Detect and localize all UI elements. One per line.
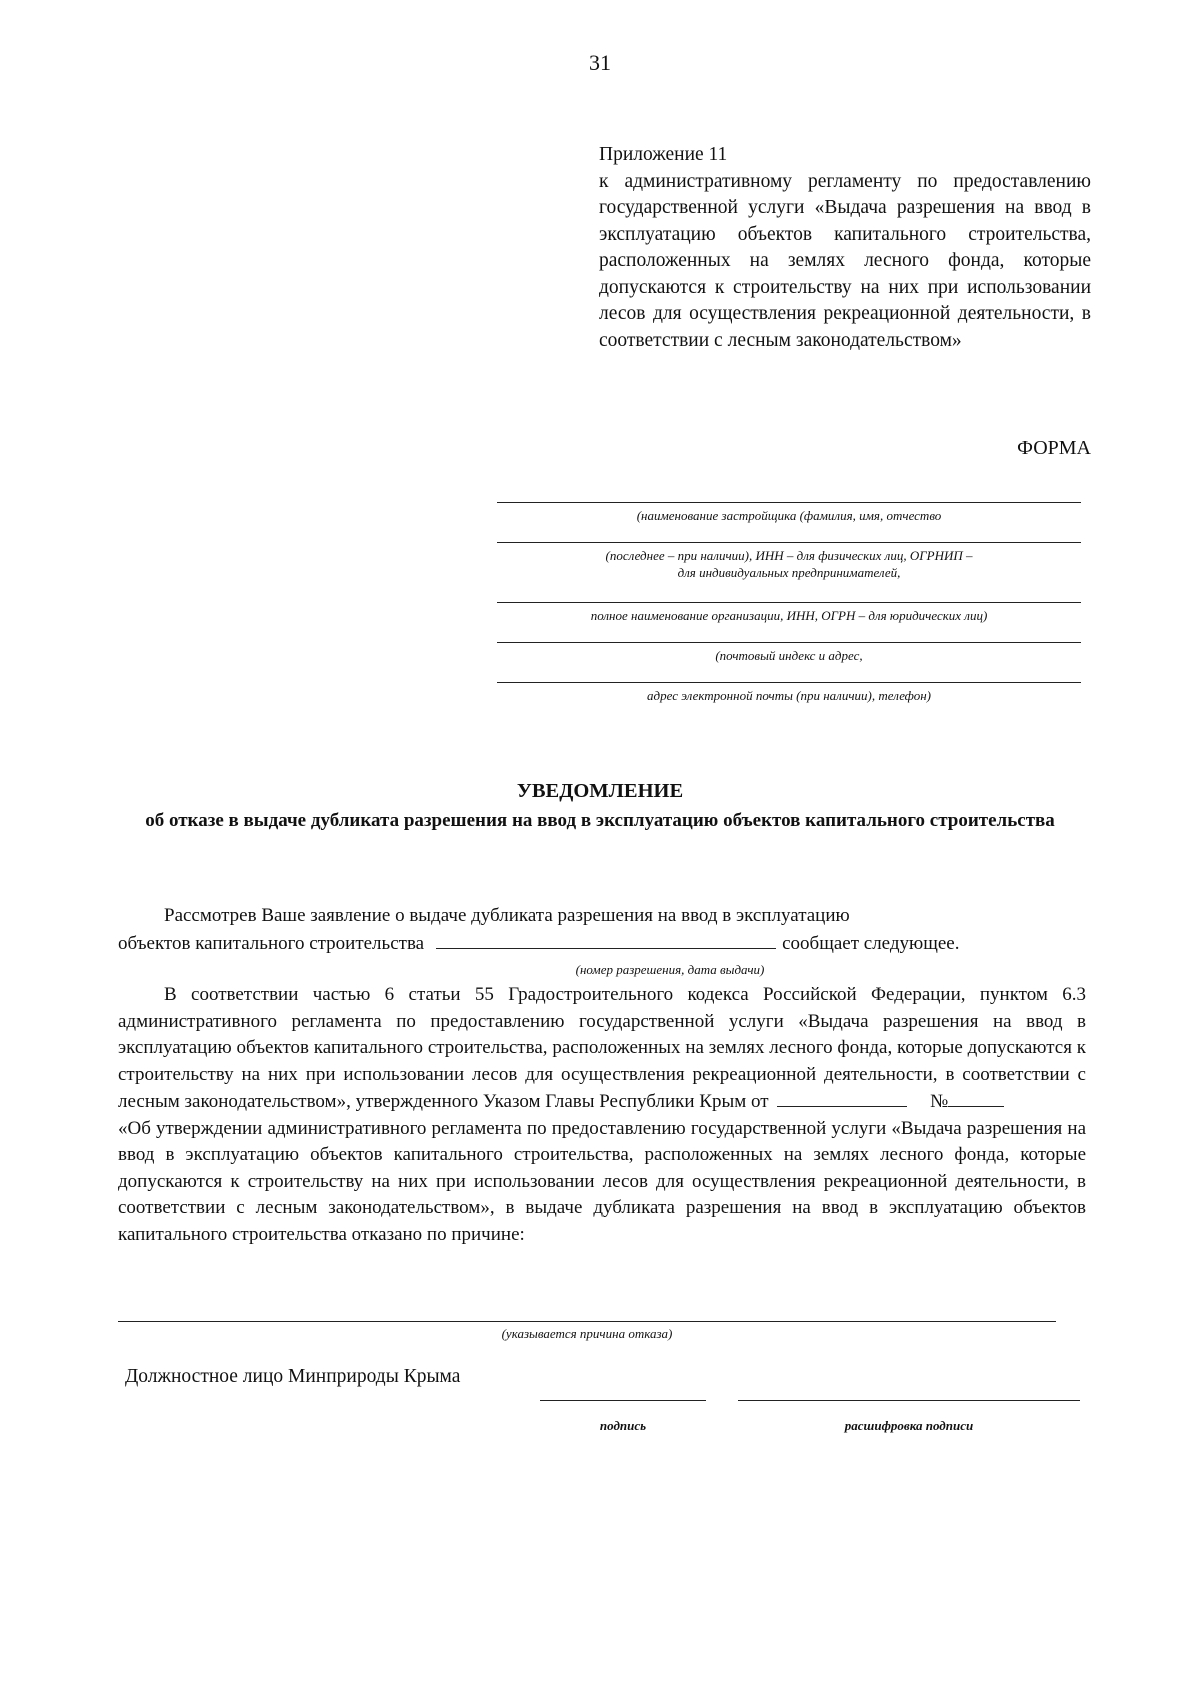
field-caption: адрес электронной почты (при наличии), телефон) <box>647 688 931 703</box>
signature-caption: подпись <box>599 1418 647 1433</box>
fill-line <box>497 502 1081 503</box>
paragraph-2-text-1: В соответствии частью 6 статьи 55 Градостроительного кодекса Российской Федерации, пунктом 6.3 административного регламента по предоставлению государственной услуги «Выдача разрешения на ввод в эксплуатацию объектов капитального строительства, расположенных на землях лесного фонда, которые допускаются к строительству на них при использовании лесов для осуществления рекреационной деятельности, в соответствии с лесным законодательством», утвержденного Указом Главы Республики Крым от <box>118 984 1086 1112</box>
paragraph-1-line-2 <box>118 930 1086 958</box>
fill-line <box>497 602 1081 603</box>
notice-subtitle: об отказе в выдаче дубликата разрешения на ввод в эксплуатацию объектов капитального строительства <box>145 810 1055 831</box>
signature-decode-line <box>738 1400 1080 1401</box>
field-caption: полное наименование организации, ИНН, ОГРН – для юридических лиц) <box>590 608 988 623</box>
official-title: Должностное лицо Минприроды Крыма <box>125 1366 461 1387</box>
field-caption-2: для индивидуальных предпринимателей, <box>677 565 901 580</box>
reason-fill-line <box>118 1321 1056 1322</box>
decree-date-blank <box>777 1088 907 1107</box>
contact-field <box>497 682 1081 704</box>
fill-line <box>497 682 1081 683</box>
paragraph-1 <box>118 903 1086 957</box>
field-caption: (наименование застройщика (фамилия, имя, отчество <box>636 508 942 523</box>
signature-decode-caption: расшифровка подписи <box>844 1418 974 1433</box>
paragraph-1-line-2-end: сообщает следующее. <box>782 932 960 954</box>
appendix-block <box>599 142 1091 354</box>
decree-number-blank <box>948 1088 1004 1107</box>
paragraph-2 <box>118 982 1086 1248</box>
field-caption: (последнее – при наличии), ИНН – для физических лиц, ОГРНИП – <box>605 548 973 563</box>
form-label: ФОРМА <box>1017 437 1091 459</box>
paragraph-1-line-2-start: объектов капитального строительства <box>118 932 425 954</box>
developer-id-field <box>497 542 1081 581</box>
paragraph-2-part-1 <box>118 982 1086 1116</box>
paragraph-2-part-2: «Об утверждении административного регламента по предоставлению государственной услуги «Выдача разрешения на ввод в эксплуатацию объектов капитального строительства, расположенных на землях лесного фонда, которые допускаются к строительству на них при использовании лесов для осуществления рекреационной деятельности, в соответствии с лесным законодательством», в выдаче дубликата разрешения на ввод в эксплуатацию объектов капитального строительства отказано по причине: <box>118 1117 1086 1245</box>
developer-name-field <box>497 502 1081 524</box>
permit-caption: (номер разрешения, дата выдачи) <box>575 962 765 977</box>
fill-line <box>497 642 1081 643</box>
paragraph-1-line-1: Рассмотрев Ваше заявление о выдаче дубликата разрешения на ввод в эксплуатацию <box>164 905 850 926</box>
number-sign: № <box>930 1091 949 1112</box>
organization-field <box>497 602 1081 624</box>
postal-address-field <box>497 642 1081 664</box>
notice-title: УВЕДОМЛЕНИЕ <box>516 780 684 802</box>
reason-caption: (указывается причина отказа) <box>501 1326 673 1341</box>
appendix-text: к административному регламенту по предоставлению государственной услуги «Выдача разрешения на ввод в эксплуатацию объектов капитального строительства, расположенных на землях лесного фонда, которые допускаются к строительству на них при использовании лесов для осуществления рекреационной деятельности, в соответствии с лесным законодательством» <box>599 170 1091 351</box>
page-number: 31 <box>589 50 611 75</box>
permit-number-blank <box>436 930 776 949</box>
appendix-title: Приложение 11 <box>599 144 728 165</box>
field-caption: (почтовый индекс и адрес, <box>715 648 863 663</box>
fill-line <box>497 542 1081 543</box>
signature-line <box>540 1400 706 1401</box>
